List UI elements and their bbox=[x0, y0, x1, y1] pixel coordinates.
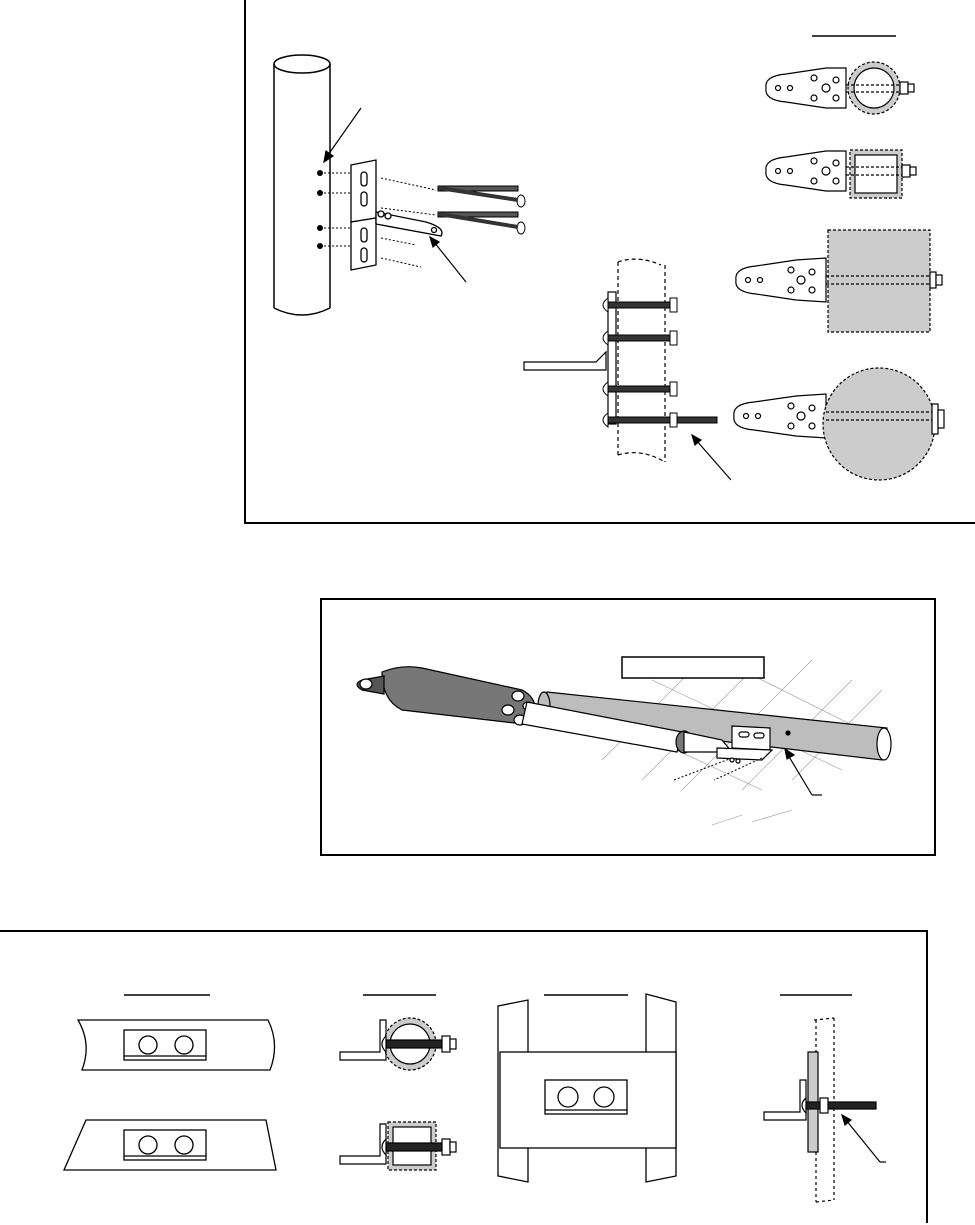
angle-round-tube bbox=[340, 1018, 456, 1070]
operator-arm-figure bbox=[320, 598, 936, 856]
operator-arm-drawing bbox=[322, 600, 938, 858]
flat-plate-trapezoid bbox=[64, 1120, 276, 1170]
bracket-round-post-small bbox=[766, 62, 914, 114]
through-bolts bbox=[603, 298, 717, 427]
operator-cylinder bbox=[357, 667, 535, 725]
flat-plate-curved bbox=[78, 1020, 275, 1070]
bracket-round-post-large bbox=[734, 368, 944, 480]
bracket-square-post-small bbox=[766, 150, 916, 198]
bracket-square-post-large bbox=[736, 230, 942, 332]
rod-pointer-arrow bbox=[692, 435, 731, 480]
pole-mount-drawing bbox=[246, 0, 975, 524]
angle-square-tube bbox=[340, 1122, 456, 1170]
post-wrap-plate bbox=[498, 994, 676, 1182]
bolt-shafts bbox=[439, 188, 518, 227]
label-box bbox=[622, 657, 764, 678]
wall-side-anchor bbox=[764, 1018, 876, 1202]
mounting-options-drawing bbox=[0, 932, 928, 1225]
mounting-options-figure bbox=[0, 930, 928, 1223]
pole-cylinder bbox=[274, 55, 330, 315]
angle-bracket bbox=[351, 160, 442, 270]
bracket-pointer-arrow bbox=[430, 237, 466, 282]
bracket-dotted-lines bbox=[674, 758, 762, 780]
anchor-pointer-arrow bbox=[842, 1115, 886, 1162]
pole-holes bbox=[317, 170, 323, 249]
pole-mount-figure bbox=[244, 0, 975, 524]
wall-section-side bbox=[524, 259, 665, 462]
